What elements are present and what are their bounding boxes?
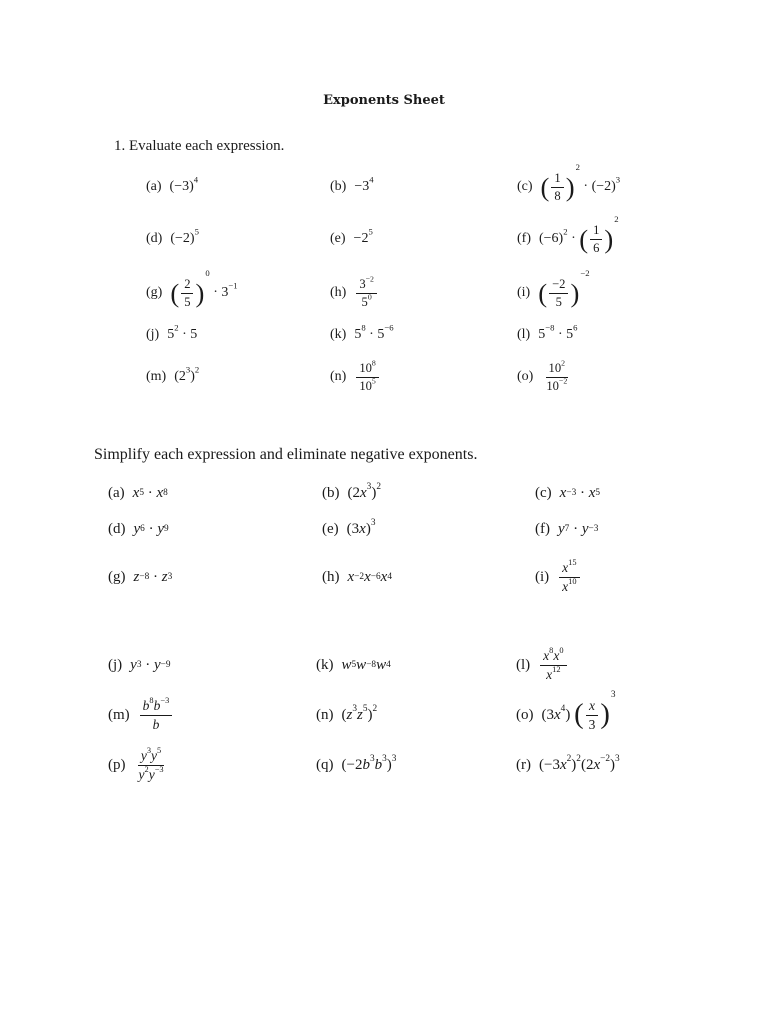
problem-2o: (o) $(3x^4)$ ( $\frac{x}{3}$ ) 3	[516, 690, 616, 732]
problem-2k: (k) w 5 w −8 w 4	[316, 656, 391, 673]
section-1-heading: 1. Evaluate each expression.	[114, 138, 285, 154]
problem-1a: (a) $(-3)^4$	[146, 174, 199, 194]
problem-1j: (j) $5^2 \cdot 5$	[146, 322, 198, 342]
problem-2r: (r) $(-3x^2)^2(2x^{-2})^3$	[516, 753, 620, 773]
problem-2b: (b) $(2x^3)^2$	[322, 481, 381, 501]
problem-1m: (m) $(2^3)^2$	[146, 364, 200, 384]
problem-1f: (f) $(-6)^2$ · ( $\frac{1}{6}$ ) 2	[517, 214, 619, 255]
problem-2m: (m) $\frac{b^8b^{-3}}{b}$	[108, 692, 174, 738]
problem-2n: (n) $(z^3z^5)^2$	[316, 703, 378, 723]
problem-1n: (n) $\frac{10^8}{10^5}$	[330, 354, 381, 400]
problem-2g: (g) z −8 · z 3	[108, 568, 173, 585]
problem-2a: (a) x 5 · x 8	[108, 484, 168, 501]
problem-1d: (d) $(-2)^5$	[146, 226, 199, 246]
problem-1h: (h) $\frac{3^{-2}}{5^0}$	[330, 270, 379, 316]
problem-1l: (l) $5^{-8} \cdot 5^6$	[517, 322, 578, 342]
problem-1e: (e) $-2^5$	[330, 226, 373, 246]
problem-2j: (j) y 3 · y −9	[108, 656, 171, 673]
problem-2h: (h) x −2 x −6 x 4	[322, 568, 392, 585]
section-2-heading: Simplify each expression and eliminate negative exponents.	[94, 446, 478, 463]
page-title: Exponents Sheet	[323, 93, 445, 108]
problem-2d: (d) y 6 · y 9	[108, 520, 169, 537]
problem-1b: (b) $-3^4$	[330, 174, 374, 194]
problem-2e: (e) $(3x)^3$	[322, 517, 376, 537]
problem-2l: (l) $\frac{x^8x^0}{x^{12}}$	[516, 642, 569, 688]
problem-2q: (q) $(-2b^3b^3)^3$	[316, 753, 397, 773]
problem-1k: (k) $5^8 \cdot 5^{-6}$	[330, 322, 394, 342]
problem-1g: (g) ( $\frac{2}{5}$ ) 0 · $3^{-1}$	[146, 268, 238, 309]
problem-2i: (i) $\frac{x^{15}}{x^{10}}$	[535, 554, 582, 600]
problem-1i: (i) ( $\frac{-2}{5}$ ) −2	[517, 268, 590, 309]
problem-1c: (c) ( $\frac{1}{8}$ ) 2 · $(-2)^3$	[517, 162, 621, 203]
problem-2p: (p) $\frac{y^3y^5}{y^2y^{-3}}$	[108, 745, 164, 782]
problem-2f: (f) y 7 · y −3	[535, 520, 599, 537]
problem-2c: (c) x −3 · x 5	[535, 484, 601, 501]
problem-1o: (o) $\frac{10^2}{10^{-2}}$	[517, 358, 568, 393]
